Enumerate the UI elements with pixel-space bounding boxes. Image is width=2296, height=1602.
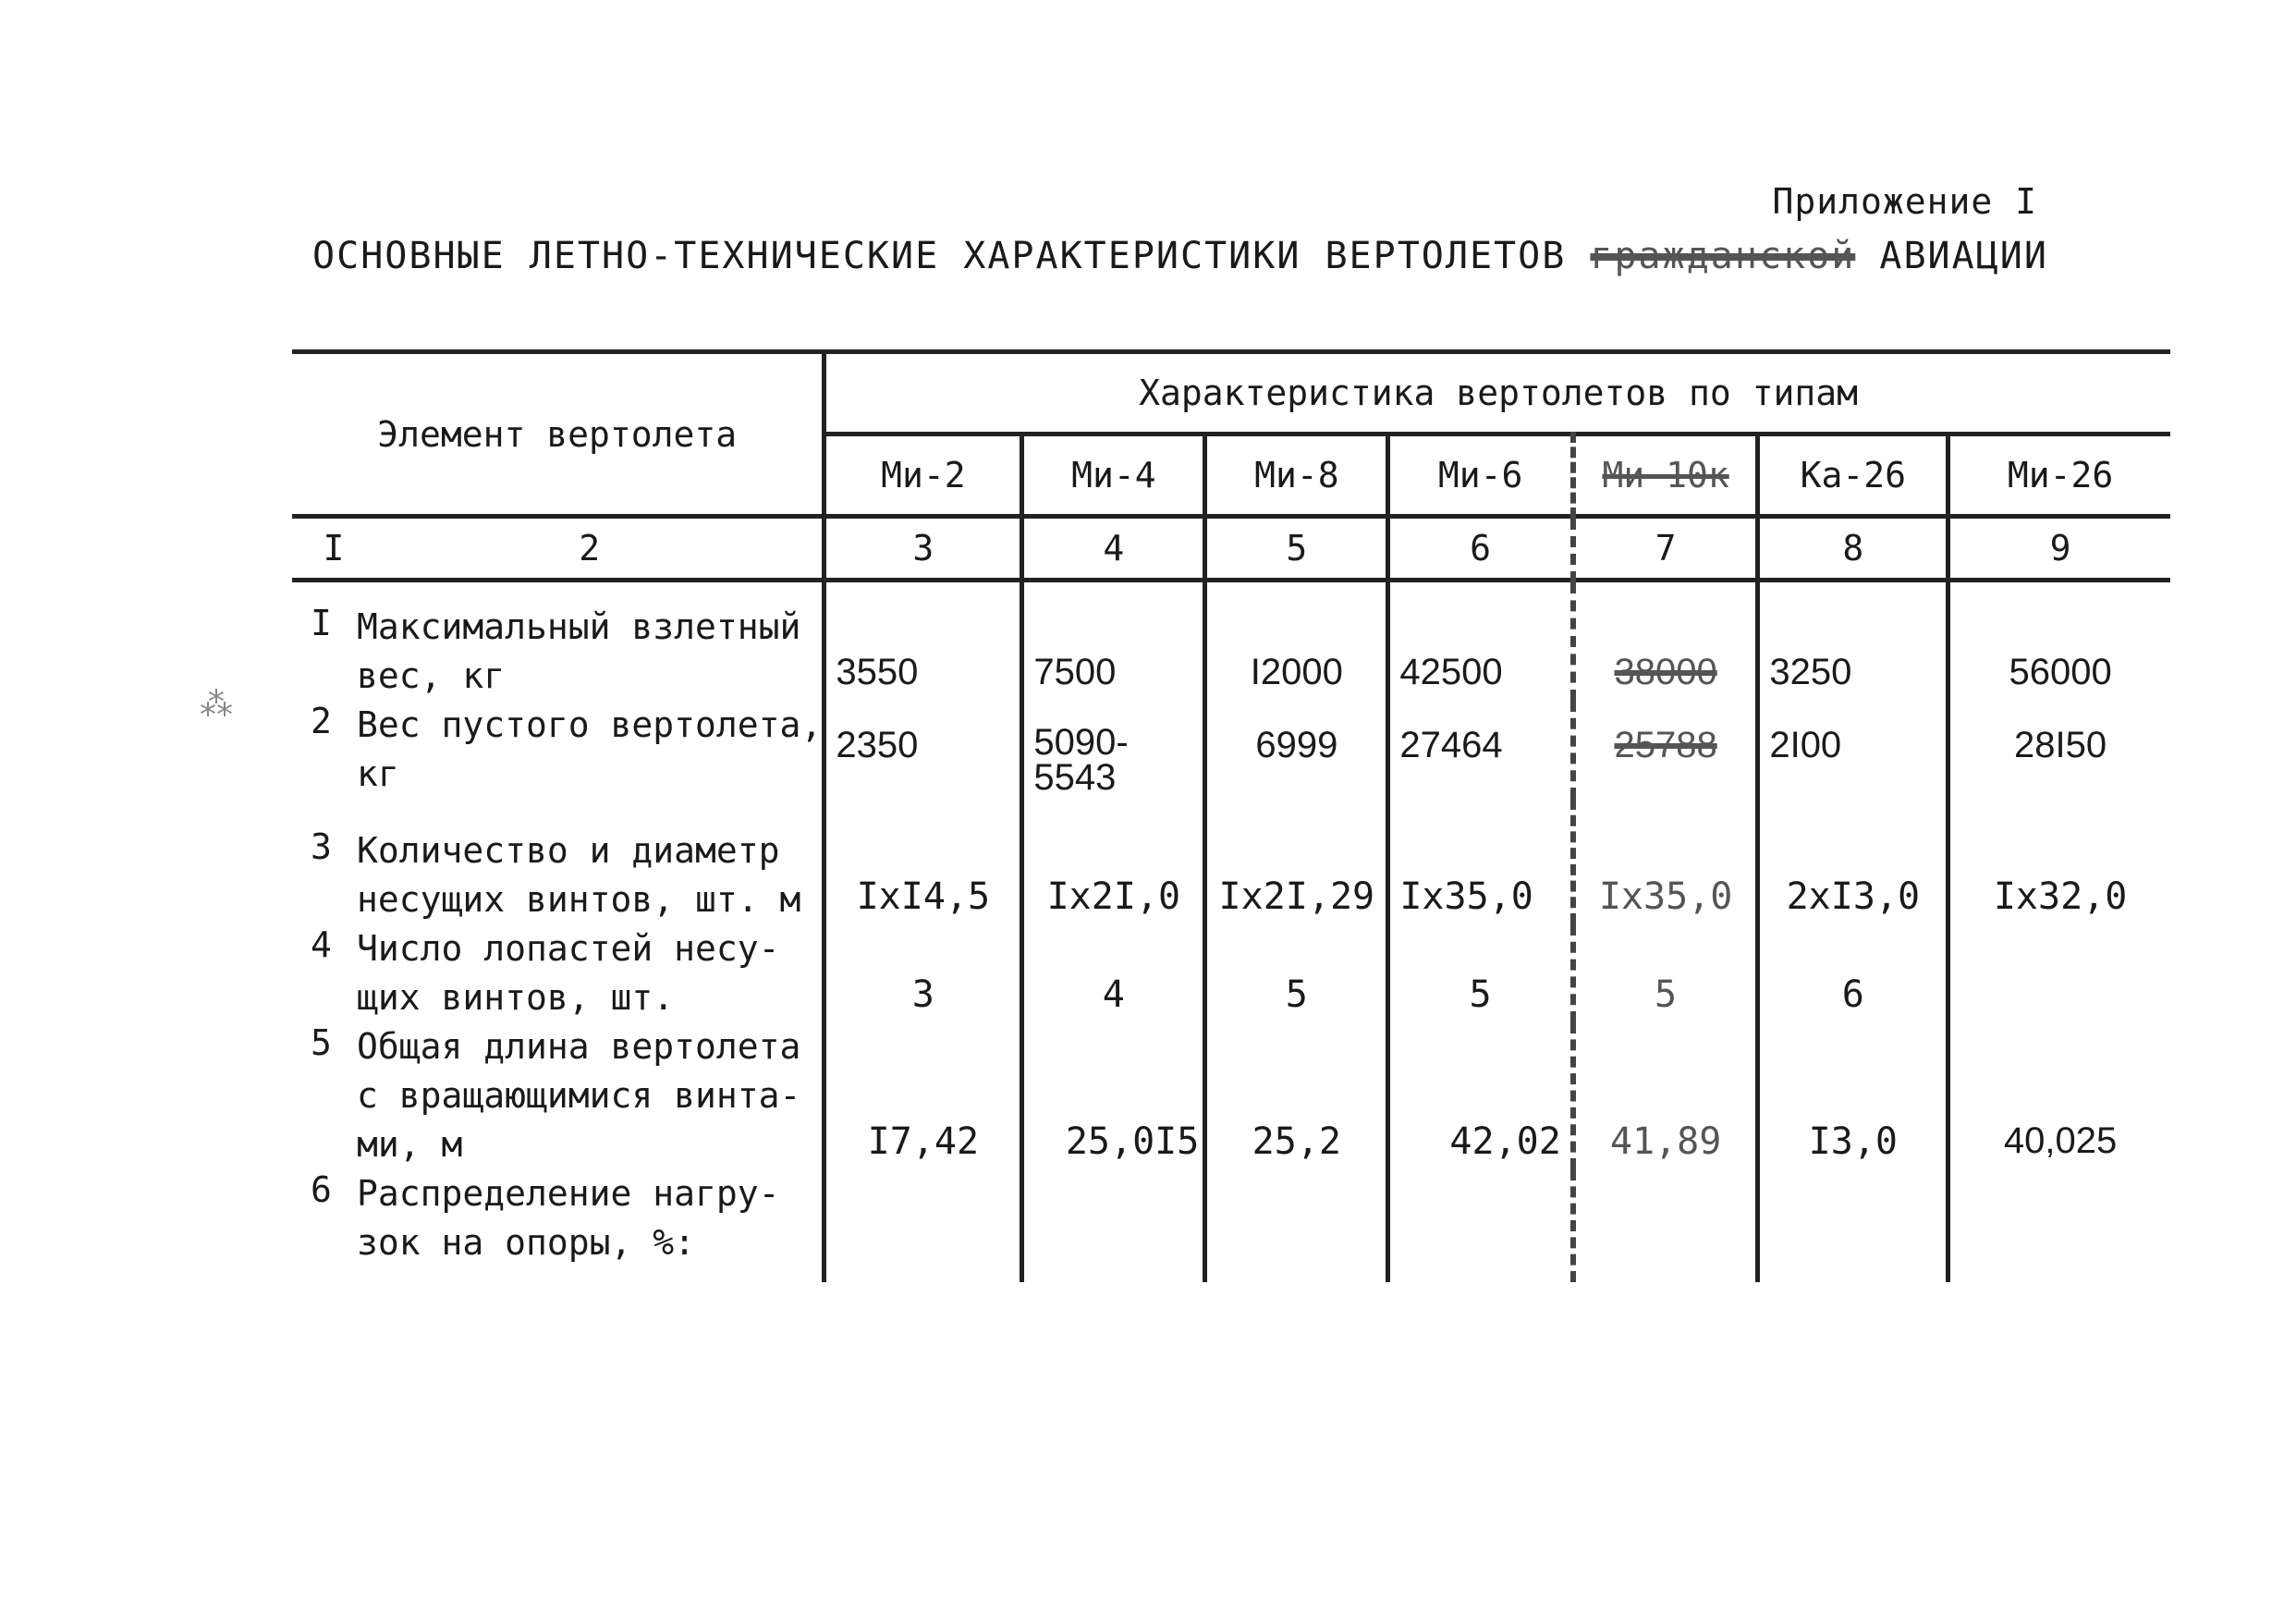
- row-description: Число лопастей несу- щих винтов, шт.: [357, 928, 780, 1018]
- type-mi6: Ми-6: [1388, 434, 1573, 517]
- table-cell: [824, 1169, 1022, 1282]
- table-cell: 42,02: [1388, 1022, 1573, 1169]
- type-mi26: Ми-26: [1948, 434, 2170, 517]
- table-cell: 38000: [1573, 581, 1758, 702]
- row-number: 2: [311, 701, 332, 741]
- colnum-8: 8: [1758, 517, 1948, 581]
- row-description: Распределение нагру- зок на опоры, %:: [357, 1173, 780, 1263]
- title-tail: АВИАЦИИ: [1879, 235, 2048, 277]
- table-cell: [1205, 1169, 1388, 1282]
- row-number: 4: [311, 924, 332, 965]
- table-cell: [1022, 1169, 1205, 1282]
- column-number-row: [292, 517, 2170, 581]
- colnum-5: 5: [1205, 517, 1388, 581]
- type-mi4: Ми-4: [1022, 434, 1205, 517]
- table-cell: 5: [1573, 924, 1758, 1022]
- table-cell: IxI4,5: [824, 799, 1022, 924]
- table-cell: I3,0: [1758, 1022, 1948, 1169]
- table-cell: 27464: [1388, 701, 1573, 799]
- type-mi8: Ми-8: [1205, 434, 1388, 517]
- table-row: [292, 1169, 2170, 1282]
- table-cell: 3: [824, 924, 1022, 1022]
- colnum-1: I: [323, 528, 345, 569]
- table-cell: Ix35,0: [1573, 799, 1758, 924]
- table-cell: [1948, 924, 2170, 1022]
- table-cell: 6: [1758, 924, 1948, 1022]
- row-number: I: [311, 603, 332, 643]
- colnum-9: 9: [1948, 517, 2170, 581]
- table-cell: 25788: [1573, 701, 1758, 799]
- table-cell: I2000: [1205, 581, 1388, 702]
- table-cell: 3550: [824, 581, 1022, 702]
- colnum-7: 7: [1573, 517, 1758, 581]
- type-ka26: Ка-26: [1758, 434, 1948, 517]
- type-mi2: Ми-2: [824, 434, 1022, 517]
- table-cell: 5: [1205, 924, 1388, 1022]
- table-cell: [1948, 1169, 2170, 1282]
- table-cell: [1573, 1169, 1758, 1282]
- group-header: Характеристика вертолетов по типам: [1139, 373, 1858, 413]
- table-row: [292, 1022, 2170, 1169]
- table-cell: Ix35,0: [1388, 799, 1573, 924]
- table-cell: [1388, 1169, 1573, 1282]
- row-description: Общая длина вертолета с вращающимися винта- ми, м: [357, 1026, 801, 1165]
- table-cell: 6999: [1205, 701, 1388, 799]
- table-cell: 25,0I5: [1022, 1022, 1205, 1169]
- title-main: ОСНОВНЫЕ ЛЕТНО-ТЕХНИЧЕСКИЕ ХАРАКТЕРИСТИКИ ВЕРТОЛЕТОВ: [312, 235, 1567, 277]
- table-cell: 25,2: [1205, 1022, 1388, 1169]
- row-number: 5: [311, 1022, 332, 1063]
- element-header: Элемент вертолета: [377, 413, 738, 455]
- table-cell: 4: [1022, 924, 1205, 1022]
- colnum-6: 6: [1388, 517, 1573, 581]
- table-cell: Ix2I,29: [1205, 799, 1388, 924]
- table-row: [292, 701, 2170, 799]
- row-description: Количество и диаметр несущих винтов, шт. м: [357, 830, 801, 920]
- table-cell: 7500: [1022, 581, 1205, 702]
- table-cell: Ix32,0: [1948, 799, 2170, 924]
- table-cell: 5090-5543: [1022, 701, 1205, 799]
- element-header-cell: [292, 352, 824, 517]
- group-header-cell: [824, 352, 2170, 434]
- table-cell: [1758, 1169, 1948, 1282]
- colnum-3: 3: [824, 517, 1022, 581]
- table-cell: 28I50: [1948, 701, 2170, 799]
- table-cell: Ix2I,0: [1022, 799, 1205, 924]
- table-cell: 42500: [1388, 581, 1573, 702]
- table-cell: 5: [1388, 924, 1573, 1022]
- colnum-4: 4: [1022, 517, 1205, 581]
- type-mi10k: Ми-10к: [1573, 434, 1758, 517]
- colnum-2: 2: [579, 528, 601, 569]
- row-description: Вес пустого вертолета, кг: [357, 704, 823, 794]
- table-row: [292, 581, 2170, 702]
- row-description: Максимальный взлетный вес, кг: [357, 606, 801, 696]
- appendix-label: Приложение I: [1772, 181, 2037, 222]
- table-cell: 2350: [824, 701, 1022, 799]
- table-cell: 2I00: [1758, 701, 1948, 799]
- margin-mark: ⁂: [200, 686, 233, 724]
- table-row: [292, 924, 2170, 1022]
- table-cell: 2xI3,0: [1758, 799, 1948, 924]
- table-cell: 3250: [1758, 581, 1948, 702]
- helicopter-specs-table: [292, 349, 2170, 1282]
- table-cell: 41,89: [1573, 1022, 1758, 1169]
- row-number: 6: [311, 1169, 332, 1210]
- row-number: 3: [311, 826, 332, 867]
- table-cell: I7,42: [824, 1022, 1022, 1169]
- table-row: [292, 799, 2170, 924]
- title-redacted: гражданской: [1590, 235, 1856, 277]
- table-cell: 56000: [1948, 581, 2170, 702]
- table-cell: 40,025: [1948, 1022, 2170, 1169]
- document-title: [0, 235, 2296, 277]
